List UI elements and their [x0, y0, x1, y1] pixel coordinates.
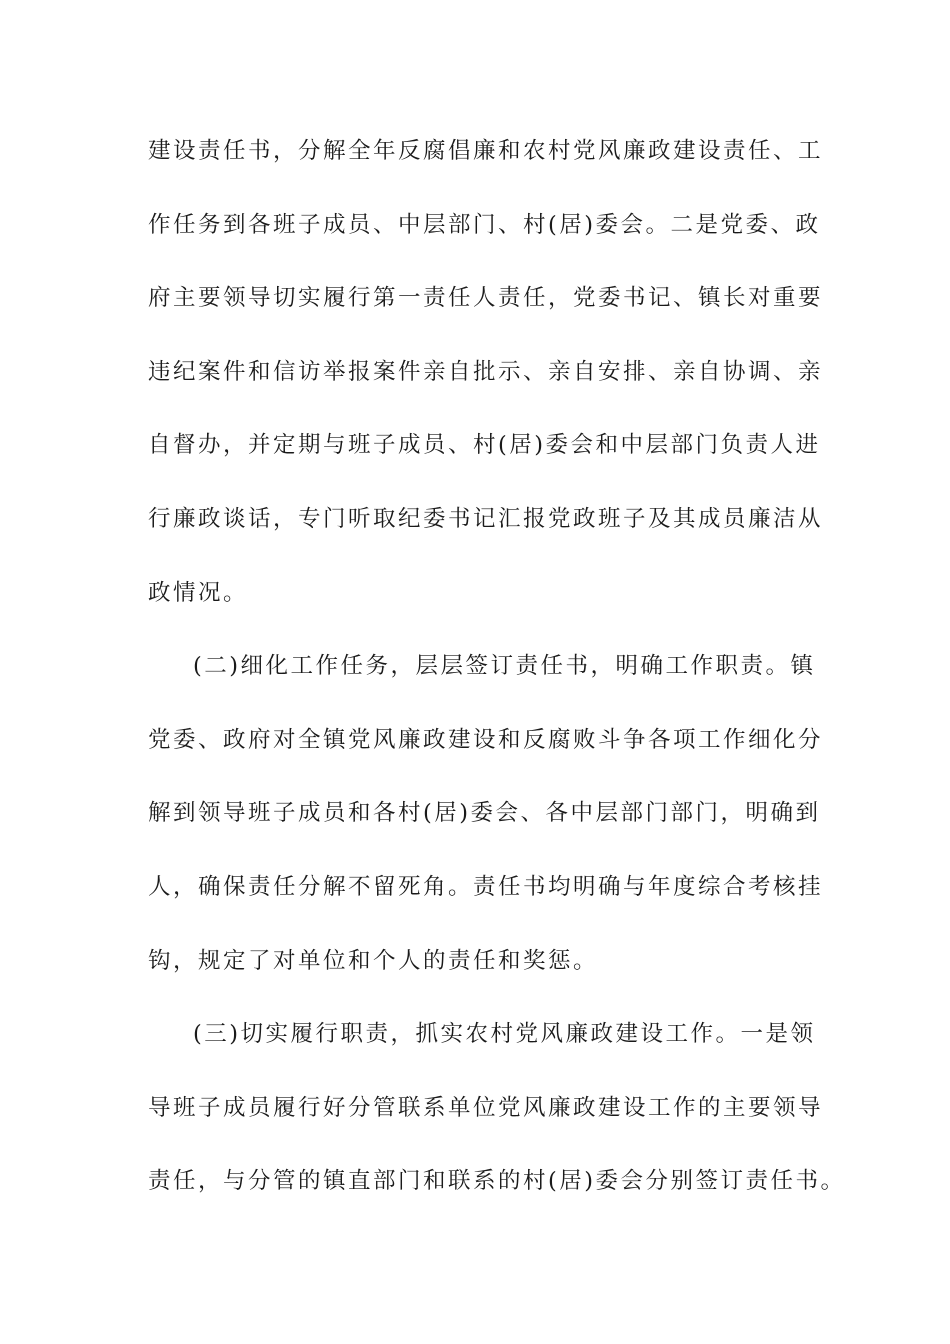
paragraph-heading-2: (二)细化工作任务，层层签订责任书，明确工作职责。镇 [193, 653, 816, 680]
text-line: 行廉政谈话，专门听取纪委书记汇报党政班子及其成员廉洁从 [148, 505, 824, 532]
text-line: 导班子成员履行好分管联系单位党风廉政建设工作的主要领导 [148, 1094, 824, 1121]
text-line: 解到领导班子成员和各村(居)委会、各中层部门部门，明确到 [148, 800, 821, 827]
text-line: 自督办，并定期与班子成员、村(居)委会和中层部门负责人进 [148, 432, 821, 459]
text-line: 作任务到各班子成员、中层部门、村(居)委会。二是党委、政 [148, 211, 821, 238]
text-line: 违纪案件和信访举报案件亲自批示、亲自安排、亲自协调、亲 [148, 358, 824, 385]
text-line: 人，确保责任分解不留死角。责任书均明确与年度综合考核挂 [148, 873, 824, 900]
document-body [148, 128, 846, 1232]
paragraph-heading-3: (三)切实履行职责，抓实农村党风廉政建设工作。一是领 [193, 1021, 816, 1048]
text-line: 责任，与分管的镇直部门和联系的村(居)委会分别签订责任书。 [148, 1168, 846, 1195]
text-line: 政情况。 [148, 579, 249, 606]
text-line: 钩，规定了对单位和个人的责任和奖惩。 [148, 947, 599, 974]
text-line: 建设责任书，分解全年反腐倡廉和农村党风廉政建设责任、工 [148, 138, 824, 164]
text-line: 党委、政府对全镇党风廉政建设和反腐败斗争各项工作细化分 [148, 726, 824, 753]
text-line: 府主要领导切实履行第一责任人责任，党委书记、镇长对重要 [148, 285, 824, 312]
